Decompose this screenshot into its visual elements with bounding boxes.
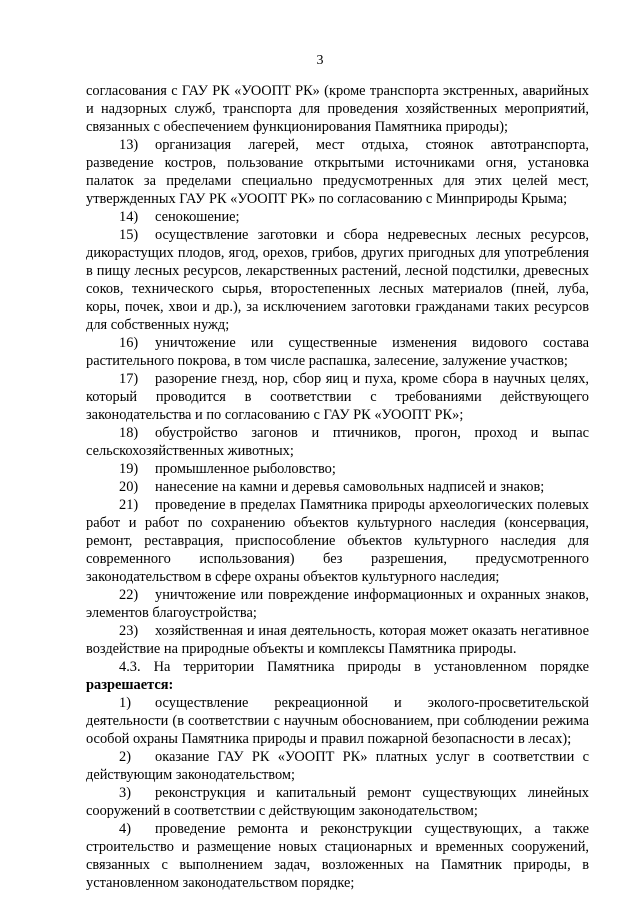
list-item-13: [86, 136, 589, 208]
list-number: 16): [119, 335, 139, 351]
paragraph-continuation: [86, 82, 589, 136]
paragraph-text: проведение ремонта и реконструкции существующих, а также строительство и размещение новых стационарных и временных сооружений, связанных с выполнением задач, возложенных на Памятник природы, в установленном законодательством порядке;: [86, 821, 589, 891]
paragraph-text: осуществление рекреационной и эколого-просветительской деятельности (в соответствии с научным обоснованием, при соблюдении режима особой охраны Памятника природы и правил пожарной безопасности в лесах);: [86, 695, 589, 747]
list-number: 18): [119, 425, 139, 441]
list-item-19: [86, 460, 589, 478]
paragraph-text: сенокошение;: [155, 209, 240, 225]
list-item-18: [86, 424, 589, 460]
list-number: 1): [119, 695, 131, 711]
paragraph-text: проведение в пределах Памятника природы археологических полевых работ и работ по сохранению объектов культурного наследия (консервация, ремонт, реставрация, приспособление объектов культурного наследия для современного использования) без разрешения, предусмотренного законодательством в сфере охраны объектов культурного наследия;: [86, 497, 589, 585]
list-item-14: [86, 208, 589, 226]
list-item-17: [86, 370, 589, 424]
list-number: 20): [119, 479, 139, 495]
list-item-22: [86, 586, 589, 622]
list-item-23: [86, 622, 589, 658]
list-number: 19): [119, 461, 139, 477]
paragraph-text: 4.3. На территории Памятника природы в установленном порядке: [119, 659, 589, 675]
list-number: 4): [119, 821, 131, 837]
paragraph-text: промышленное рыболовство;: [155, 461, 336, 477]
list-number: 2): [119, 749, 131, 765]
bold-keyword: разрешается:: [86, 677, 174, 693]
allowed-item-4: [86, 820, 589, 892]
allowed-item-2: [86, 748, 589, 784]
section-heading-4-3: [86, 658, 589, 694]
paragraph-text: нанесение на камни и деревья самовольных надписей и знаков;: [155, 479, 545, 495]
allowed-item-3: [86, 784, 589, 820]
allowed-item-1: [86, 694, 589, 748]
list-number: 3): [119, 785, 131, 801]
list-number: 23): [119, 623, 139, 639]
paragraph-text: обустройство загонов и птичников, прогон, проход и выпас сельскохозяйственных животных;: [86, 425, 589, 459]
paragraph-text: осуществление заготовки и сбора недревесных лесных ресурсов, дикорастущих плодов, ягод, орехов, грибов, других пригодных для употребления в пищу лесных ресурсов, лекарственных растений, лесной подстилки, древесных соков, технического сырья, второстепенных лесных материалов (пней, луба, коры, почек, хвои и др.), за исключением заготовки гражданами таких ресурсов для собственных нужд;: [86, 227, 589, 333]
document-body: [86, 82, 589, 892]
paragraph-text: уничтожение или повреждение информационных и охранных знаков, элементов благоустройства;: [86, 587, 589, 621]
list-item-16: [86, 334, 589, 370]
paragraph-text: уничтожение или существенные изменения видового состава растительного покрова, в том числе распашка, залесение, залужение участков;: [86, 335, 589, 369]
paragraph-text: разорение гнезд, нор, сбор яиц и пуха, кроме сбора в научных целях, который проводится в соответствии с требованиями действующего законодательства и по согласованию с ГАУ РК «УООПТ РК»;: [86, 371, 589, 423]
list-item-20: [86, 478, 589, 496]
paragraph-text: хозяйственная и иная деятельность, которая может оказать негативное воздействие на природные объекты и комплексы Памятника природы.: [86, 623, 589, 657]
list-number: 17): [119, 371, 139, 387]
list-number: 15): [119, 227, 139, 243]
list-item-21: [86, 496, 589, 586]
paragraph-text: реконструкция и капитальный ремонт существующих линейных сооружений в соответствии с действующим законодательством;: [86, 785, 589, 819]
paragraph-text: оказание ГАУ РК «УООПТ РК» платных услуг в соответствии с действующим законодательством;: [86, 749, 589, 783]
list-number: 21): [119, 497, 139, 513]
paragraph-text: организация лагерей, мест отдыха, стоянок автотранспорта, разведение костров, пользование открытыми источниками огня, установка палаток за пределами специально предусмотренных для этих целей мест, утвержденных ГАУ РК «УООПТ РК» по согласованию с Минприроды Крыма;: [86, 137, 589, 207]
paragraph-text: согласования с ГАУ РК «УООПТ РК» (кроме транспорта экстренных, аварийных и надзорных служб, транспорта для проведения хозяйственных мероприятий, связанных с обеспечением функционирования Памятника природы);: [86, 83, 589, 135]
list-number: 22): [119, 587, 139, 603]
list-item-15: [86, 226, 589, 334]
list-number: 13): [119, 137, 139, 153]
list-number: 14): [119, 209, 139, 225]
page-number: 3: [316, 53, 324, 68]
